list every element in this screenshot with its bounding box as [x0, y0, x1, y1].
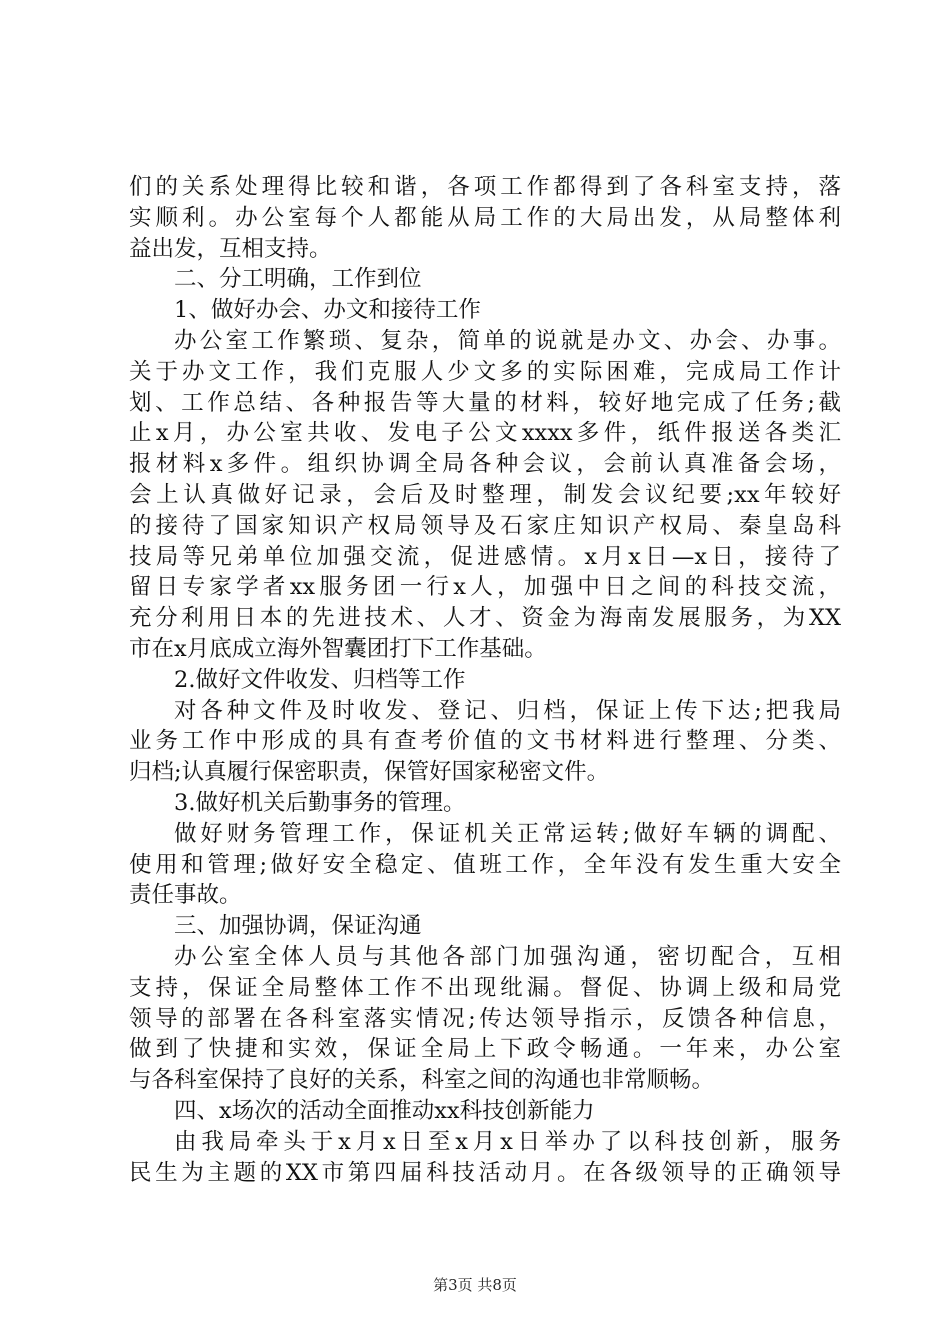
- text-line: 关于办文工作，我们克服人少文多的实际困难，完成局工作计: [129, 358, 841, 385]
- text-line: 支持，保证全局整体工作不出现纰漏。督促、协调上级和局党: [129, 974, 841, 1001]
- text-line: 充分利用日本的先进技术、人才、资金为海南发展服务，为XX: [129, 605, 841, 632]
- text-line: 的接待了国家知识产权局领导及石家庄知识产权局、秦皇岛科: [129, 512, 841, 539]
- subsection-heading: 3.做好机关后勤事务的管理。: [174, 789, 466, 816]
- text-line: 做好财务管理工作，保证机关正常运转;做好车辆的调配、: [174, 820, 841, 847]
- text-line: 办公室工作繁琐、复杂，简单的说就是办文、办会、办事。: [174, 327, 841, 354]
- section-heading: 三、加强协调，保证沟通: [174, 913, 422, 940]
- subsection-heading: 1、做好办会、办文和接待工作: [174, 297, 481, 324]
- text-line: 办公室全体人员与其他各部门加强沟通，密切配合，互相: [174, 943, 841, 970]
- text-line: 报材料x多件。组织协调全局各种会议，会前认真准备会场，: [129, 451, 841, 478]
- text-line: 留日专家学者xx服务团一行x人，加强中日之间的科技交流，: [129, 574, 841, 601]
- document-body: [129, 172, 841, 1188]
- section-heading: 二、分工明确，工作到位: [174, 266, 422, 293]
- text-line: 归档;认真履行保密职责，保管好国家秘密文件。: [129, 759, 610, 786]
- text-line: 市在x月底成立海外智囊团打下工作基础。: [129, 635, 547, 662]
- text-line: 业务工作中形成的具有查考价值的文书材料进行整理、分类、: [129, 728, 841, 755]
- page-number: 第3页 共8页: [433, 1276, 517, 1294]
- text-line: 领导的部署在各科室落实情况;传达领导指示，反馈各种信息，: [129, 1005, 841, 1032]
- text-line: 对各种文件及时收发、登记、归档，保证上传下达;把我局: [174, 697, 841, 724]
- text-line: 民生为主题的XX市第四届科技活动月。在各级领导的正确领导: [129, 1159, 841, 1186]
- subsection-heading: 2.做好文件收发、归档等工作: [174, 666, 466, 693]
- text-line: 使用和管理;做好安全稳定、值班工作，全年没有发生重大安全: [129, 851, 841, 878]
- section-heading: 四、x场次的活动全面推动xx科技创新能力: [174, 1097, 595, 1124]
- text-line: 与各科室保持了良好的关系，科室之间的沟通也非常顺畅。: [129, 1067, 715, 1094]
- text-line: 益出发，互相支持。: [129, 235, 332, 262]
- text-line: 止x月，办公室共收、发电子公文xxxx多件，纸件报送各类汇: [129, 420, 841, 447]
- text-line: 会上认真做好记录，会后及时整理，制发会议纪要;xx年较好: [129, 481, 841, 508]
- text-line: 技局等兄弟单位加强交流，促进感情。x月x日—x日，接待了: [129, 543, 841, 570]
- text-line: 做到了快捷和实效，保证全局上下政令畅通。一年来，办公室: [129, 1036, 841, 1063]
- text-line: 由我局牵头于x月x日至x月x日举办了以科技创新，服务: [174, 1128, 841, 1155]
- text-line: 们的关系处理得比较和谐，各项工作都得到了各科室支持，落: [129, 174, 841, 200]
- text-line: 责任事故。: [129, 882, 242, 909]
- text-line: 实顺利。办公室每个人都能从局工作的大局出发，从局整体利: [129, 204, 841, 231]
- text-line: 划、工作总结、各种报告等大量的材料，较好地完成了任务;截: [129, 389, 841, 416]
